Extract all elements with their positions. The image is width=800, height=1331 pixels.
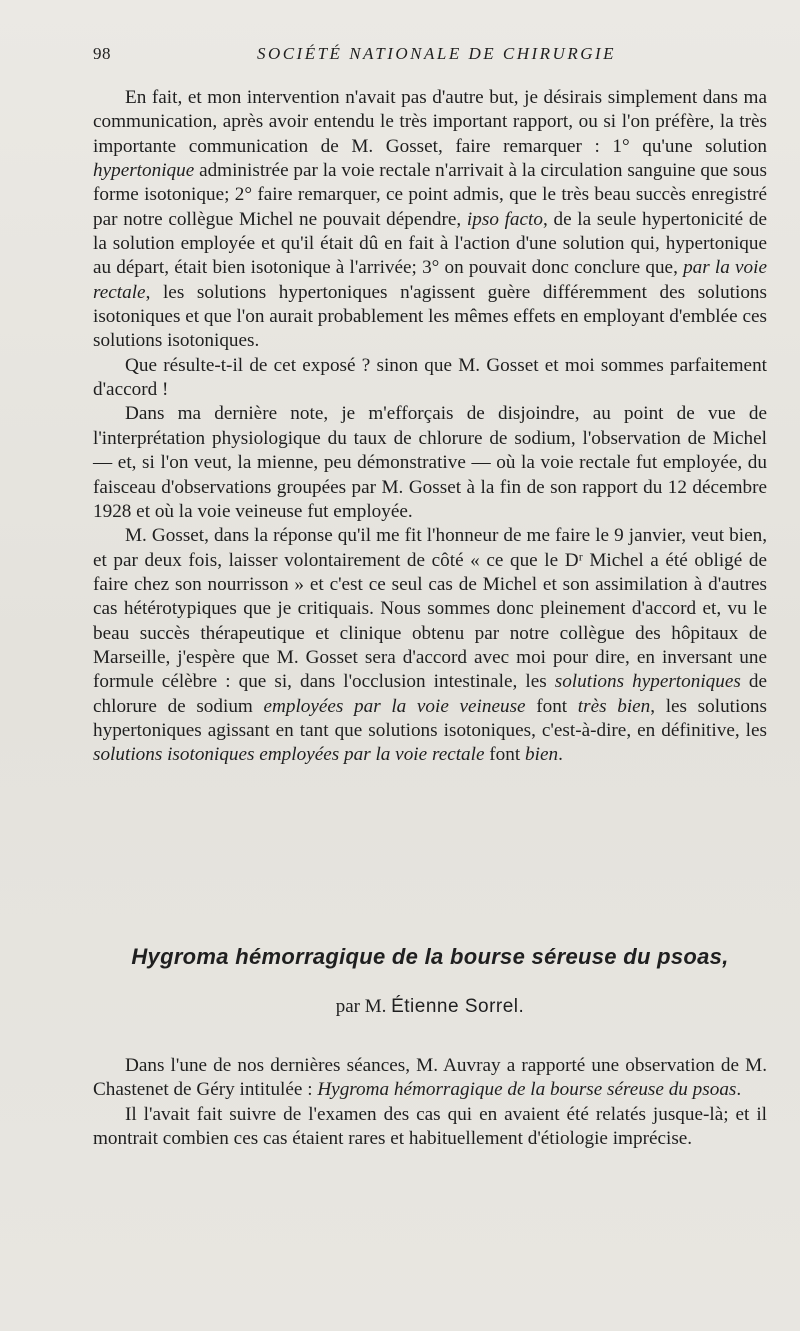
text-run: , de la seule hypertonicité de la solution employée et qu'il était dû en fait à l'action d'une solution qui, hypertonique au départ, était bien isotonique à l'arrivée; 3° on pouvait donc conclure que,: [93, 208, 767, 279]
paragraph: [93, 86, 767, 354]
italic-text: Hygroma hémorragique de la bourse séreuse du psoas: [317, 1079, 737, 1101]
text-run: En fait, et mon intervention n'avait pas d'autre but, je désirais simplement dans ma communication, après avoir entendu le très important rapport, ou si l'on préfère, la très importante communication de M. Gosset, faire remarquer : 1° qu'une solution: [93, 87, 767, 157]
paragraph: [93, 524, 767, 767]
text-run: M. Gosset, dans la réponse qu'il me fit l'honneur de me faire le 9 janvier, veut bien, et par deux fois, laisser volontairement de côté « ce que le Dʳ Michel a été obligé de faire chez son nourrisson » et c'est ce seul cas de Michel et son assimilation à d'autres cas hétérotypiques que je critiquais. Nous sommes donc pleinement d'accord et, vu le beau succès thérapeutique et clinique obtenu par notre collègue des hôpitaux de Marseille, j'espère que M. Gosset sera d'accord avec moi pour dire, en inversant une formule célèbre : que si, dans l'occlusion intestinale, les: [93, 525, 767, 693]
paragraph: [93, 1054, 767, 1103]
paragraph: [93, 1103, 767, 1152]
italic-text: hypertonique: [93, 160, 195, 182]
running-title: SOCIÉTÉ NATIONALE DE CHIRURGIE: [256, 44, 617, 63]
paragraph: [93, 354, 767, 403]
byline-prefix: par M.: [335, 996, 387, 1017]
text-run: Il l'avait fait suivre de l'examen des cas qui en avaient été relatés jusque-là; et il montrait combien ces cas étaient rares et habituellement d'étiologie imprécise.: [93, 1103, 767, 1150]
page-number: 98: [93, 44, 111, 63]
text-run: font: [525, 695, 578, 717]
new-article-body: [93, 1054, 767, 1151]
italic-text: employées par la voie veineuse: [263, 695, 526, 717]
italic-text: très bien: [577, 695, 651, 717]
text-run: de chlorure de sodium: [93, 671, 767, 717]
text-run: , les solutions hypertoniques agissant en tant que solutions isotoniques, c'est-à-dire, en définitive, les: [93, 695, 767, 741]
italic-text: solutions hypertoniques: [554, 671, 741, 693]
text-run: , les solutions hypertoniques n'agissent guère différemment des solutions isotoniques et que l'on aurait probablement les mêmes effets en employant d'emblée ces solutions isotoniques.: [93, 281, 767, 352]
article-continuation-body: [93, 86, 767, 768]
text-run: .: [736, 1079, 742, 1101]
article-title: Hygroma hémorragique de la bourse séreuse du psoas,: [131, 944, 729, 969]
text-run: Que résulte-t-il de cet exposé ? sinon que M. Gosset et moi sommes parfaitement d'accord !: [93, 354, 767, 401]
text-run: font: [484, 744, 526, 766]
italic-text: bien: [525, 744, 559, 766]
italic-text: solutions isotoniques employées par la voie rectale: [93, 744, 485, 766]
paragraph: [93, 402, 767, 524]
text-run: .: [558, 744, 563, 766]
text-run: administrée par la voie rectale n'arrivait à la circulation sanguine que sous forme isotonique; 2° faire remarquer, ce point admis, que le très beau succès enregistré par notre collègue Michel ne pouvait dépendre,: [93, 160, 767, 230]
running-header: [93, 44, 740, 68]
italic-text: par la voie rectale: [93, 257, 767, 303]
byline: [93, 996, 767, 1018]
byline-author: Étienne Sorrel.: [391, 996, 525, 1017]
italic-text: ipso facto: [466, 208, 543, 230]
text-run: Dans l'une de nos dernières séances, M. Auvray a rapporté une observation de M. Chastenet de Géry intitulée :: [93, 1055, 767, 1101]
text-run: Dans ma dernière note, je m'efforçais de disjoindre, au point de vue de l'interprétation physiologique du taux de chlorure de sodium, l'observation de Michel — et, si l'on veut, la mienne, peu démonstrative — où la voie rectale fut employée, du faisceau d'observations groupées par M. Gosset à la fin de son rapport du 12 décembre 1928 et où la voie veineuse fut employée.: [93, 403, 767, 522]
